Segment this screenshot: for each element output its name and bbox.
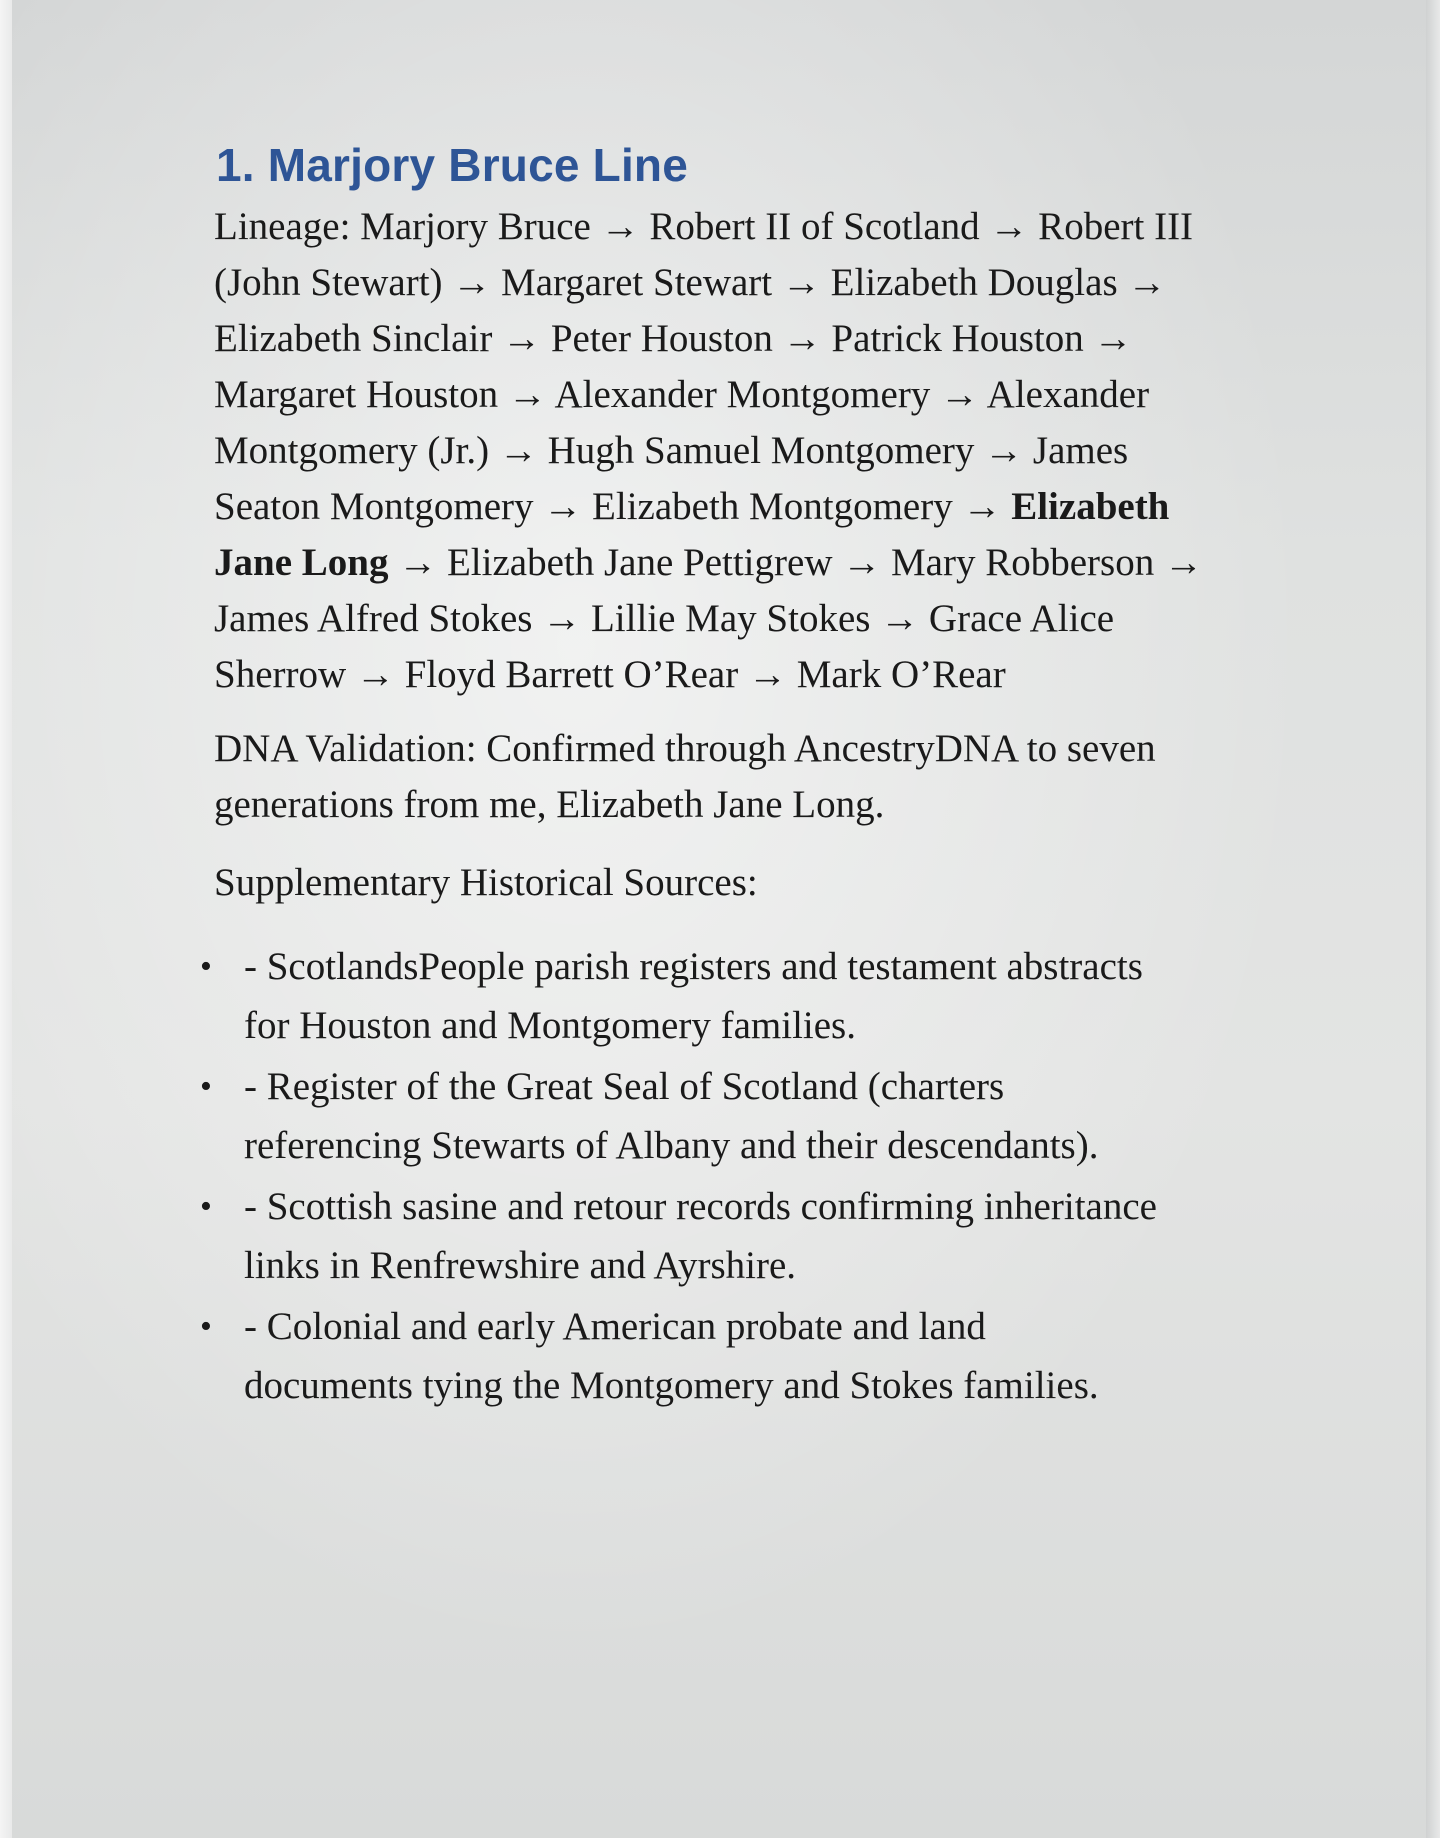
lineage-text-end: Elizabeth Jane Pettigrew → Mary Robberson → James Alfred Stokes → Lillie May Stokes → Grace Alice Sherrow → Floyd Barrett O’Rear → Mark O’Rear (214, 541, 1203, 697)
bullet-icon: • (200, 1308, 212, 1346)
dna-validation-paragraph: DNA Validation: Confirmed through AncestryDNA to seven generations from me, Elizabeth Jane Long. (214, 727, 1156, 827)
lineage-highlighted-name: Elizabeth Jane Long → (214, 485, 1170, 585)
source-list-item (200, 1177, 1164, 1295)
source-text: - Register of the Great Seal of Scotland (charters referencing Stewarts of Albany and their descendants). (244, 1065, 1099, 1168)
source-list-item (200, 1297, 1164, 1415)
source-text: - Scottish sasine and retour records confirming inheritance links in Renfrewshire and Ayrshire. (244, 1185, 1157, 1288)
sources-heading: Supplementary Historical Sources: (214, 861, 758, 905)
bullet-icon: • (200, 948, 212, 986)
source-list-item (200, 937, 1164, 1055)
sources-list (200, 937, 1230, 1415)
lineage-paragraph (214, 199, 1224, 703)
lineage-text-start: Lineage: Marjory Bruce → Robert II of Scotland → Robert III (John Stewart) → Margaret Stewart → Elizabeth Douglas → Elizabeth Sinclair → Peter Houston → Patrick Houston → Margaret Houston → Alexander Montgomery → Alexander Montgomery (Jr.) → Hugh Samuel Montgomery → James Seaton Montgomery → Elizabeth Montgomery → (214, 205, 1194, 529)
section-heading: 1. Marjory Bruce Line (216, 139, 689, 191)
source-list-item (200, 1057, 1164, 1175)
document-body (200, 138, 1230, 1417)
source-text: - Colonial and early American probate and land documents tying the Montgomery and Stokes families. (244, 1305, 1099, 1408)
bullet-icon: • (200, 1188, 212, 1226)
source-text: - ScotlandsPeople parish registers and testament abstracts for Houston and Montgomery families. (244, 945, 1143, 1048)
page-right-edge (1426, 0, 1440, 1838)
page-left-edge (0, 0, 12, 1838)
bullet-icon: • (200, 1068, 212, 1106)
